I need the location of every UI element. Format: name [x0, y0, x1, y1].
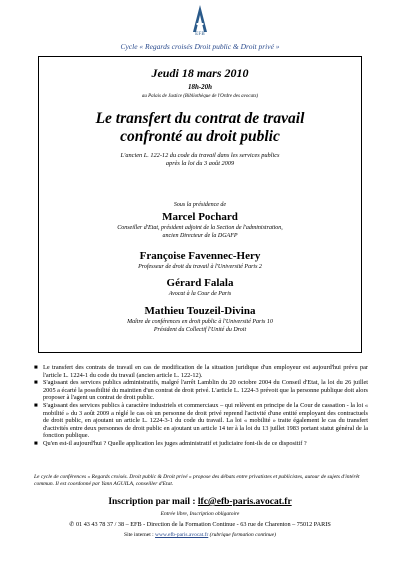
event-title: [38, 110, 362, 146]
speaker-role-line: ancien Directeur de la DGAFP: [162, 232, 238, 239]
speaker-name: Marcel Pochard: [162, 211, 238, 223]
title-line-2: confronté au droit public: [120, 128, 280, 145]
site-url-link[interactable]: www.efb-paris.avocat.fr: [155, 532, 209, 538]
site-suffix: (rubrique formation continue): [209, 532, 276, 538]
list-item: [34, 402, 368, 440]
square-bullet-icon: ■: [34, 379, 38, 387]
speaker-role-line: Président du Collectif l'Unité du Droit: [153, 326, 247, 333]
speaker-name: Mathieu Touzeil-Divina: [144, 305, 256, 317]
list-item: [34, 379, 368, 402]
title-line-1: Le transfert du contrat de travail: [95, 110, 305, 127]
contact-line: [0, 521, 400, 528]
list-item: [34, 440, 368, 448]
speaker-name: Gérard Falala: [166, 277, 234, 289]
speaker-role-line: Conseiller d'Etat, président adjoint de la Section de l'administration,: [117, 225, 283, 231]
speaker-name: Françoise Favennec-Hery: [139, 250, 261, 262]
speaker-role: [38, 264, 362, 272]
subtitle-line-2: après la loi du 3 août 2009: [165, 160, 235, 167]
list-item-text: S'agissant des services publics administratifs, malgré l'arrêt Lamblin du 20 octobre 2004 du Conseil d'Etat, la loi du 26 juillet 2005 a écarté la possibilité du maintien d'un contrat de droit privé. L'article L. 1224-3 prévoit que la personne publique doit alors proposer à l'agent un contrat de droit public.: [43, 379, 368, 402]
list-item-text: Qu'en est-il aujourd'hui ? Quelle application les juges administratif et judiciaire font-ils de ce dispositif ?: [43, 439, 307, 447]
site-line: [0, 532, 400, 538]
square-bullet-icon: ■: [34, 401, 38, 409]
inscription-label: Inscription par mail :: [108, 497, 196, 507]
logo-text: EFB: [195, 32, 205, 37]
square-bullet-icon: ■: [34, 439, 38, 447]
site-label: Site internet :: [124, 532, 154, 538]
event-hour: 18h-20h: [187, 83, 213, 91]
inscription-email-link[interactable]: lfc@efb-paris.avocat.fr: [197, 497, 292, 507]
contact-text: 01 43 43 78 37 / 38 – EFB - Direction de la Formation Continue - 63 rue de Charenton – 75012 PARIS: [75, 521, 331, 528]
list-item: [34, 364, 368, 379]
event-venue: au Palais de Justice (Bibliothèque de l'Ordre des avocats): [141, 94, 259, 99]
entry-note: Entrée libre, Inscription obligatoire: [160, 511, 240, 517]
presidence-label: Sous la présidence de: [173, 202, 227, 208]
cycle-title: Cycle « Regards croisés Droit public & Droit privé »: [120, 42, 280, 51]
inscription-line: [0, 497, 400, 507]
speaker-role: [38, 225, 362, 240]
phone-icon: ✆: [69, 521, 75, 528]
speaker-role-line: Professeur de droit du travail à l'Université Paris 2: [138, 264, 262, 270]
speaker-role: [38, 319, 362, 334]
description-list: [34, 364, 368, 448]
event-subtitle: [38, 152, 362, 168]
event-date: Jeudi 18 mars 2010: [151, 66, 249, 80]
list-item-text: S'agissant des services publics à caractère industriels et commerciaux – qui relèvent en principe de la Cour de cassation - la loi « mobilité » du 3 août 2009 a réglé le cas où un personne de droit privé reprend l'activité d'une entité employant des contractuels de droit public, en ajoutant un article L. 1224-3-1 du code du travail. La loi « mobilité » traite également le cas du transfert d'activités entre deux personnes de droit public en ajoutant un article 14 ter à la loi du 13 juillet 1983 portant statut général de la fonction publique.: [43, 401, 368, 440]
subtitle-line-1: L'ancien L. 122-12 du code du travail dans les services publics: [120, 152, 280, 159]
square-bullet-icon: ■: [34, 364, 38, 371]
list-item-text: Le transfert des contrats de travail en cas de modification de la situation juridique d'un employeur est aujourd'hui prévu par l'article L. 1224-1 du code du travail (ancien article L. 122-12).: [43, 364, 368, 379]
speaker-role-line: Maître de conférences en droit public à l'Université Paris 10: [127, 319, 273, 325]
speaker-role: [38, 291, 362, 299]
efb-logo-icon: [190, 4, 210, 34]
cycle-note: Le cycle de conférences « Regards croisés. Droit public & Droit privé » propose des débats entre privatistes et publicistes, autour de sujets d'intérêt commun. Il est coordonné par Yann AGUILA, conseiller d'Etat.: [34, 474, 360, 487]
speaker-role-line: Avocat à la Cour de Paris: [168, 291, 232, 297]
